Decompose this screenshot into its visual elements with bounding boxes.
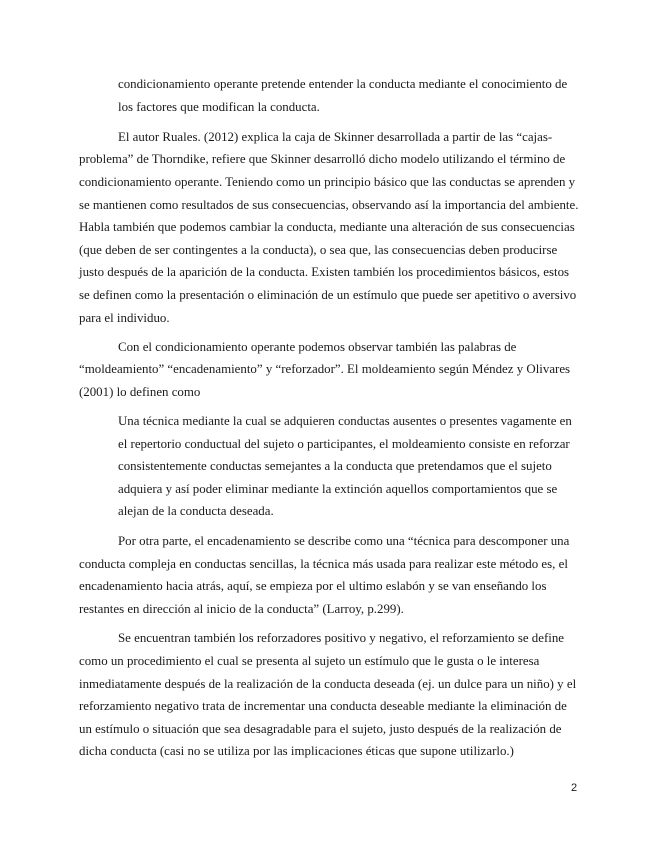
paragraph-line: justo después de la aparición de la conducta. Existen también los procedimientos básicos, estos <box>79 265 570 279</box>
paragraph-line: condicionamiento operante pretende entender la conducta mediante el conocimiento de <box>118 77 568 91</box>
paragraph-line: problema” de Thorndike, refiere que Skinner desarrolló dicho modelo utilizando el término de <box>79 152 566 166</box>
paragraph-line: los factores que modifican la conducta. <box>118 100 320 114</box>
block-quote-line: Una técnica mediante la cual se adquieren conductas ausentes o presentes vagamente en <box>118 414 572 428</box>
paragraph-line: para el individuo. <box>79 311 170 325</box>
paragraph-line: El autor Ruales. (2012) explica la caja de Skinner desarrollada a partir de las “cajas- <box>118 130 553 144</box>
block-quote-line: adquiera y así poder eliminar mediante la extinción aquellos comportamientos que se <box>118 482 558 496</box>
page-number: 2 <box>571 782 578 794</box>
paragraph-line: conducta compleja en conductas sencillas, la técnica más usada para realizar este método es, el <box>79 557 568 571</box>
paragraph-line: como un procedimiento el cual se presenta al sujeto un estímulo que le gusta o le interesa <box>79 654 540 668</box>
paragraph-line: un estímulo o situación que sea desagradable para el sujeto, justo después de la realización de <box>79 722 562 736</box>
paragraph-line: reforzamiento negativo trata de incrementar una conducta deseable mediante la eliminación de <box>79 699 567 713</box>
paragraph-line: Con el condicionamiento operante podemos observar también las palabras de <box>118 340 517 354</box>
paragraph-line: (2001) lo definen como <box>79 385 201 399</box>
paragraph-line: Habla también que podemos cambiar la conducta, mediante una alteración de sus consecuencias <box>79 220 575 234</box>
block-quote-line: el repertorio conductual del sujeto o participantes, el moldeamiento consiste en reforzar <box>118 437 570 451</box>
block-quote-line: consistentemente conductas semejantes a la conducta que pretendamos que el sujeto <box>118 459 552 473</box>
paragraph-line: Por otra parte, el encadenamiento se describe como una “técnica para descomponer una <box>118 534 570 548</box>
paragraph-line: dicha conducta (casi no se utiliza por las implicaciones éticas que supone utilizarlo.) <box>79 744 514 758</box>
paragraph-line: Se encuentran también los reforzadores positivo y negativo, el reforzamiento se define <box>118 631 564 645</box>
paragraph-line: condicionamiento operante. Teniendo como un principio básico que las conductas se aprenden y <box>79 175 576 189</box>
paragraph-line: (que deben de ser contingentes a la conducta), o sea que, las consecuencias deben producirse <box>79 243 558 257</box>
paragraph-line: encadenamiento hacia atrás, aquí, se empieza por el ultimo eslabón y se van enseñando los <box>79 579 547 593</box>
paragraph-line: “moldeamiento” “encadenamiento” y “reforzador”. El moldeamiento según Méndez y Olivares <box>79 362 571 376</box>
paragraph-line: restantes en dirección al inicio de la conducta” (Larroy, p.299). <box>79 602 404 616</box>
paragraph-line: inmediatamente después de la realización de la conducta deseada (ej. un dulce para un niño) y el <box>79 677 577 691</box>
paragraph-line: se definen como la presentación o eliminación de un estímulo que puede ser apetitivo o aversivo <box>79 288 577 302</box>
block-quote-line: alejan de la conducta deseada. <box>118 504 274 518</box>
paragraph-line: se mantienen como resultados de sus consecuencias, observando así la importancia del ambiente. <box>79 198 579 212</box>
